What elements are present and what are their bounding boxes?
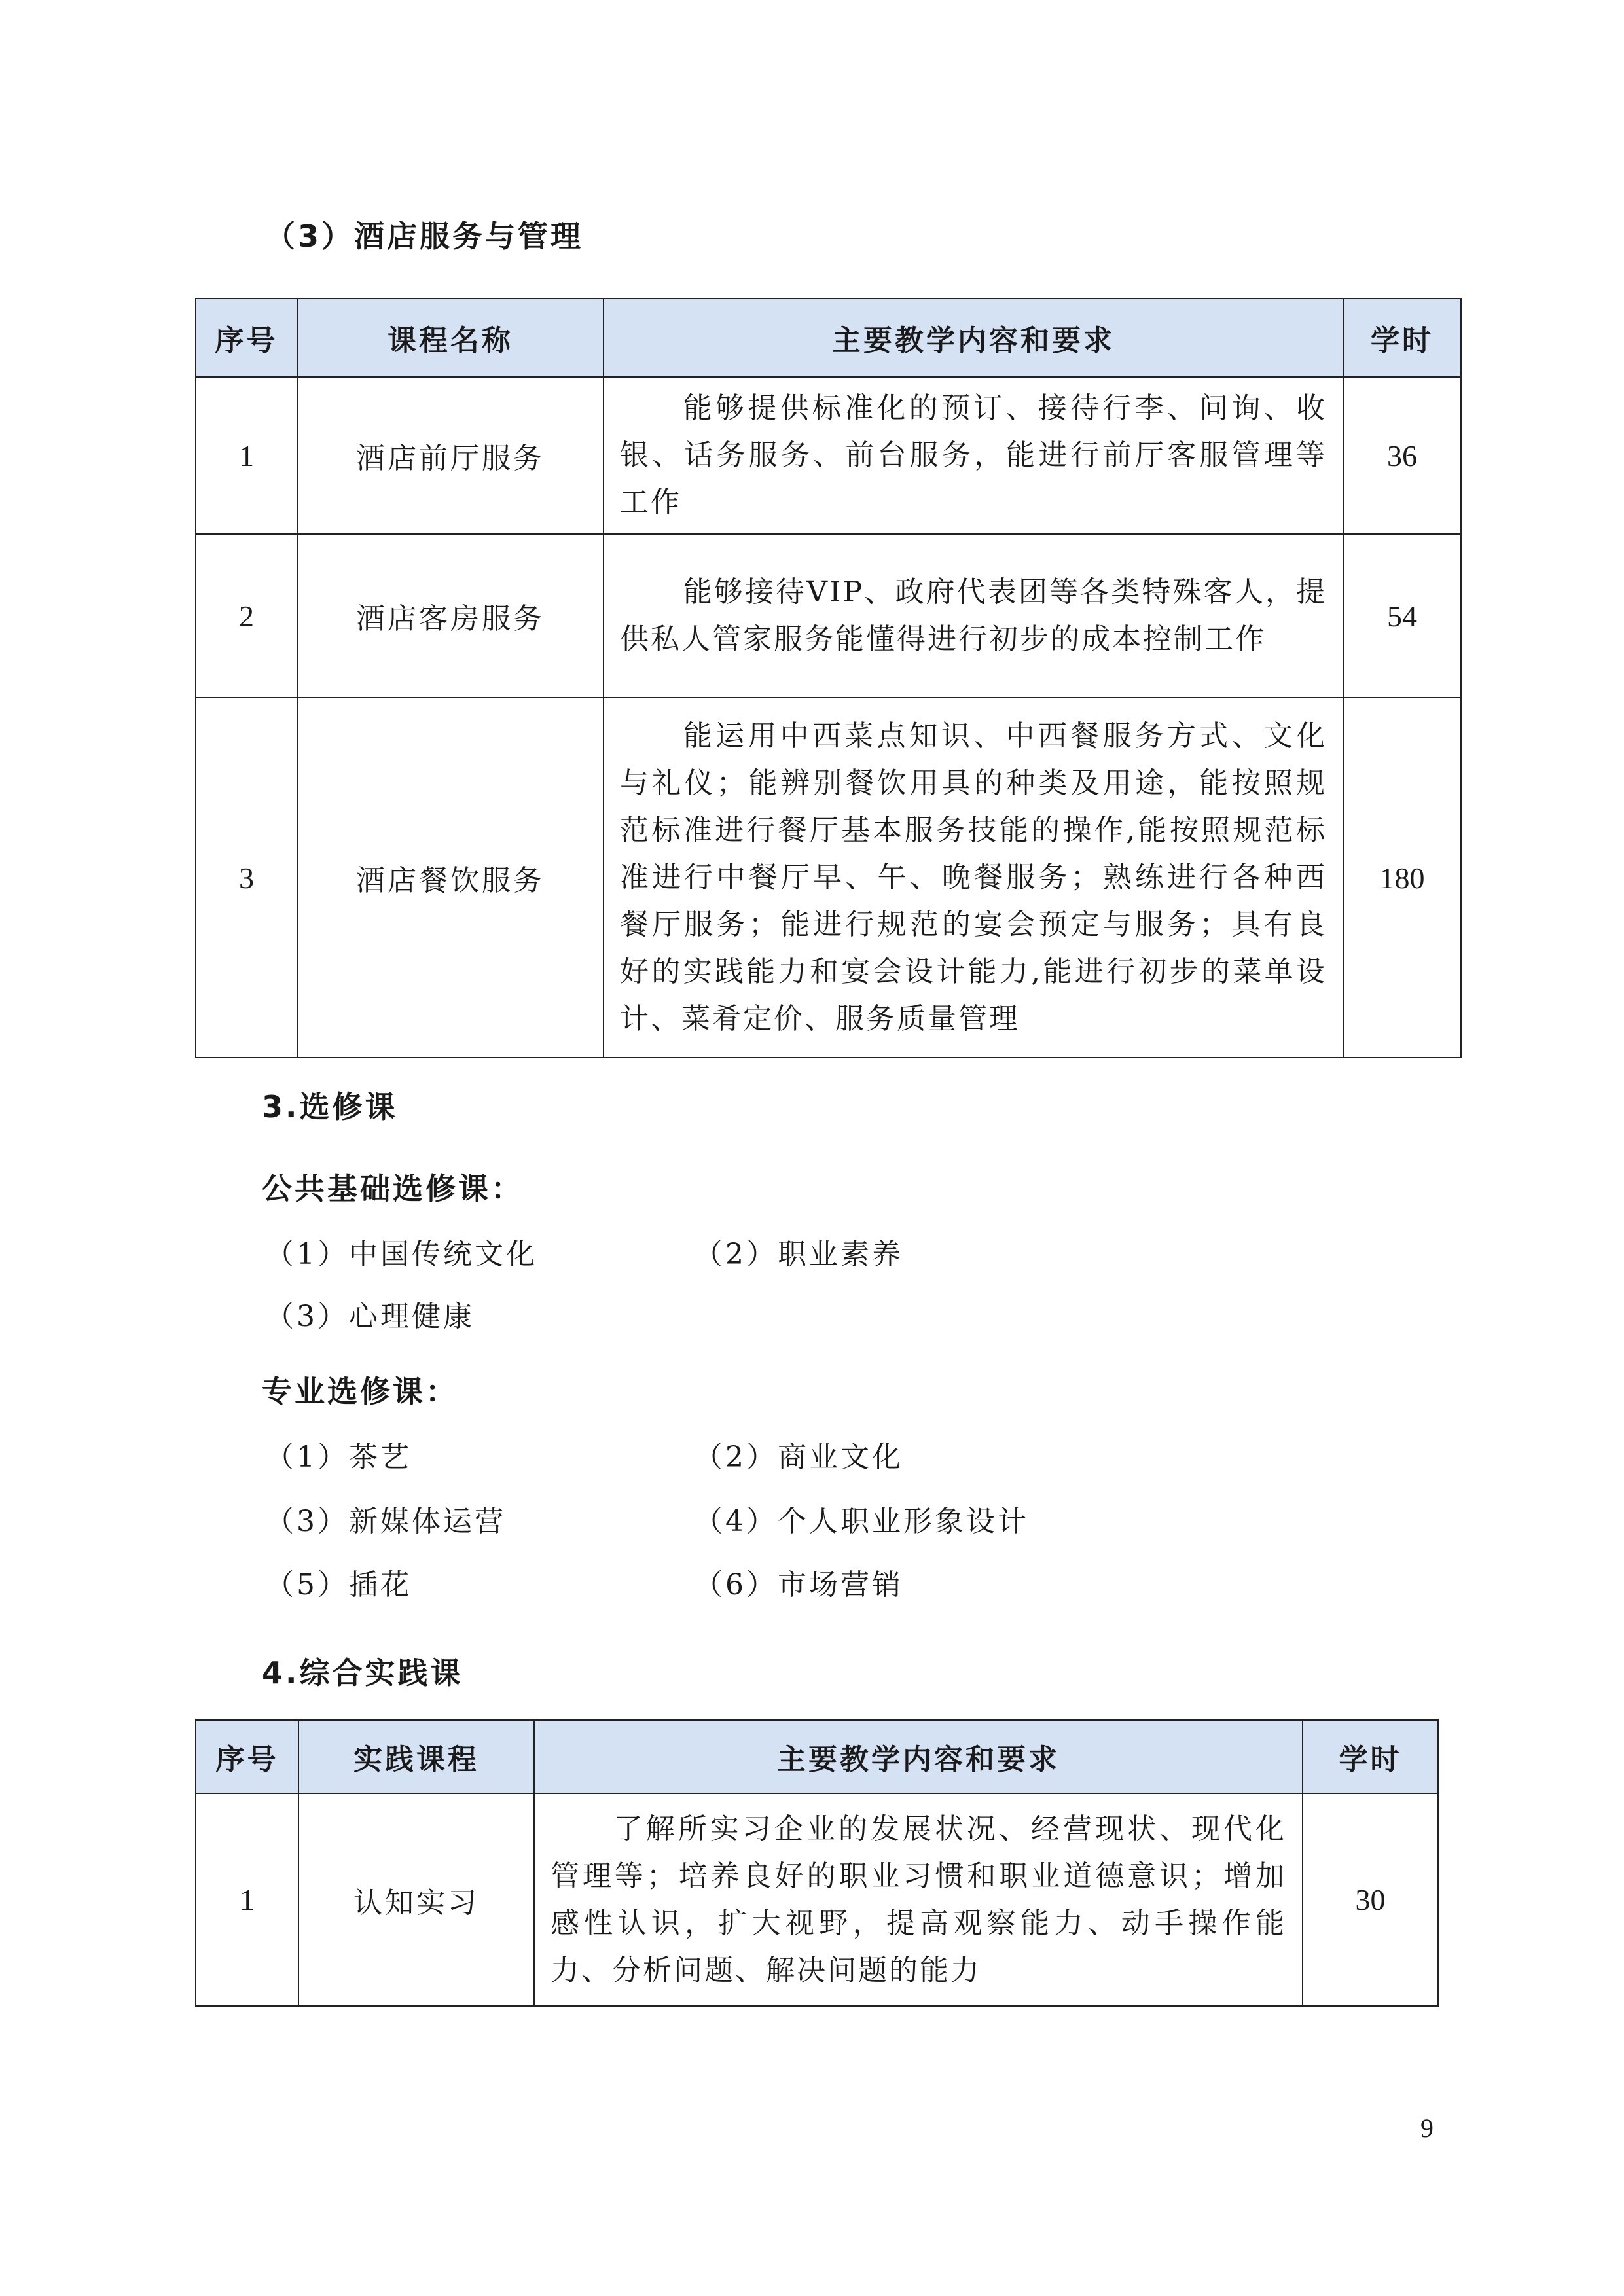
- row-course-name: 酒店前厅服务: [297, 377, 604, 534]
- table-row: [196, 698, 1461, 1058]
- row-content: 能运用中西菜点知识、中西餐服务方式、文化与礼仪；能辨别餐饮用具的种类及用途，能按照规范标准进行餐厅基本服务技能的操作,能按照规范标准进行中餐厅早、午、晚餐服务；熟练进行各种西餐厅服务；能进行规范的宴会预定与服务；具有良好的实践能力和宴会设计能力,能进行初步的菜单设计、菜肴定价、服务质量管理: [604, 698, 1343, 1058]
- header-no: 序号: [196, 298, 297, 377]
- row-hours: 36: [1343, 377, 1461, 534]
- header-hours: 学时: [1343, 298, 1461, 377]
- section-heading-hotel: （3）酒店服务与管理: [265, 219, 584, 254]
- header-hours: 学时: [1303, 1720, 1438, 1793]
- list-item: （6）市场营销: [694, 1568, 903, 1602]
- electives-heading: 3.选修课: [262, 1089, 398, 1124]
- hotel-course-table: [195, 298, 1462, 1058]
- row-no: 2: [196, 534, 297, 698]
- list-item: （3）新媒体运营: [265, 1505, 506, 1538]
- list-item: （3）心理健康: [265, 1300, 475, 1333]
- header-course-name: 课程名称: [297, 298, 604, 377]
- row-no: 1: [196, 1793, 298, 2006]
- table-row: [196, 377, 1461, 534]
- public-electives-heading: 公共基础选修课：: [262, 1171, 524, 1206]
- list-item: （2）商业文化: [694, 1441, 903, 1474]
- list-item: （1）中国传统文化: [265, 1238, 537, 1271]
- list-item: （1）茶艺: [265, 1441, 412, 1474]
- page-number: 9: [1420, 2113, 1434, 2143]
- row-content: 能够提供标准化的预订、接待行李、问询、收银、话务服务、前台服务，能进行前厅客服管理等工作: [604, 377, 1343, 534]
- practice-course-table: [195, 1719, 1439, 2007]
- table-header-row: [196, 298, 1461, 377]
- row-hours: 30: [1303, 1793, 1438, 2006]
- table-header-row: [196, 1720, 1438, 1793]
- row-course-name: 酒店客房服务: [297, 534, 604, 698]
- practice-heading: 4.综合实践课: [262, 1655, 463, 1691]
- row-content: 了解所实习企业的发展状况、经营现状、现代化管理等；培养良好的职业习惯和职业道德意识；增加感性认识，扩大视野，提高观察能力、动手操作能力、分析问题、解决问题的能力: [534, 1793, 1303, 2006]
- row-content: 能够接待VIP、政府代表团等各类特殊客人，提供私人管家服务能懂得进行初步的成本控制工作: [604, 534, 1343, 698]
- header-practice-course: 实践课程: [298, 1720, 534, 1793]
- major-electives-heading: 专业选修课：: [262, 1374, 458, 1409]
- list-item: （4）个人职业形象设计: [694, 1505, 1029, 1538]
- row-no: 3: [196, 698, 297, 1058]
- list-item: （5）插花: [265, 1568, 412, 1602]
- header-content: 主要教学内容和要求: [534, 1720, 1303, 1793]
- row-course-name: 酒店餐饮服务: [297, 698, 604, 1058]
- table-row: [196, 1793, 1438, 2006]
- header-content: 主要教学内容和要求: [604, 298, 1343, 377]
- row-hours: 180: [1343, 698, 1461, 1058]
- list-item: （2）职业素养: [694, 1238, 903, 1271]
- row-hours: 54: [1343, 534, 1461, 698]
- row-practice-name: 认知实习: [298, 1793, 534, 2006]
- table-row: [196, 534, 1461, 698]
- row-no: 1: [196, 377, 297, 534]
- header-no: 序号: [196, 1720, 298, 1793]
